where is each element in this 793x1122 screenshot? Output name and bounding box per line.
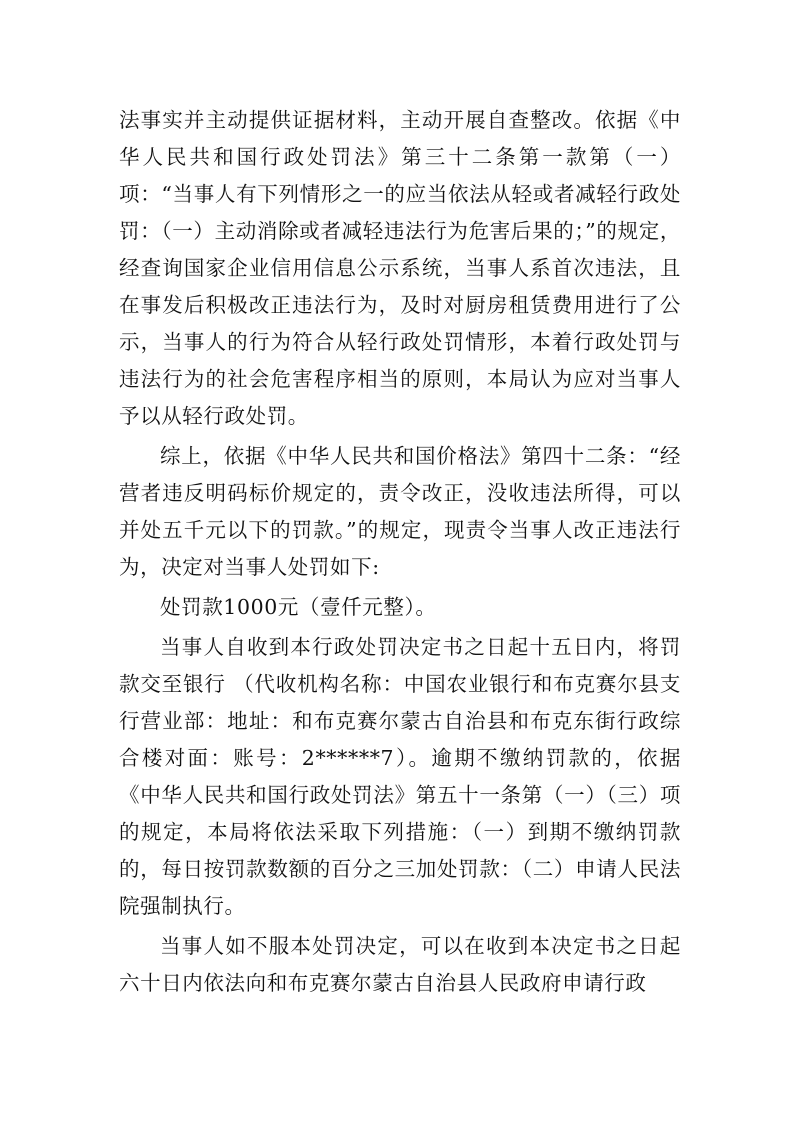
paragraph-appeal-rights: 当事人如不服本处罚决定，可以在收到本决定书之日起六十日内依法向和布克赛尔蒙古自治县人民政府申请行政 [119, 934, 681, 995]
document-page [119, 102, 681, 1002]
paragraph-penalty-amount: 处罚款1000元（壹仟元整）。 [160, 595, 437, 619]
paragraph-conclusion: 综上，依据《中华人民共和国价格法》第四十二条：“经营者违反明码标价规定的，责令改正，没收违法所得，可以并处五千元以下的罚款。”的规定，现责令当事人改正违法行为，决定对当事人处罚如下: [119, 444, 681, 579]
paragraph-payment-instructions: 当事人自收到本行政处罚决定书之日起十五日内，将罚款交至银行 （代收机构名称：中国农业银行和布克赛尔县支行营业部：地址：和布克赛尔蒙古自治县和布克东街行政综合楼对面：账号：2******7）。逾期不缴纳罚款的，依据《中华人民共和国行政处罚法》第五十一条第（一）（三）项的规定，本局将依法采取下列措施：（一）到期不缴纳罚款的，每日按罚款数额的百分之三加处罚款：（二）申请人民法院强制执行。 [119, 635, 681, 918]
paragraph-mitigation: 法事实并主动提供证据材料，主动开展自查整改。依据《中华人民共和国行政处罚法》第三十二条第一款第（一）项：“当事人有下列情形之一的应当依法从轻或者减轻行政处罚：（一）主动消除或者减轻违法行为危害后果的；”的规定，经查询国家企业信用信息公示系统，当事人系首次违法，且在事发后积极改正违法行为，及时对厨房租赁费用进行了公示，当事人的行为符合从轻行政处罚情形，本着行政处罚与违法行为的社会危害程序相当的原则，本局认为应对当事人予以从轻行政处罚。 [119, 108, 681, 428]
